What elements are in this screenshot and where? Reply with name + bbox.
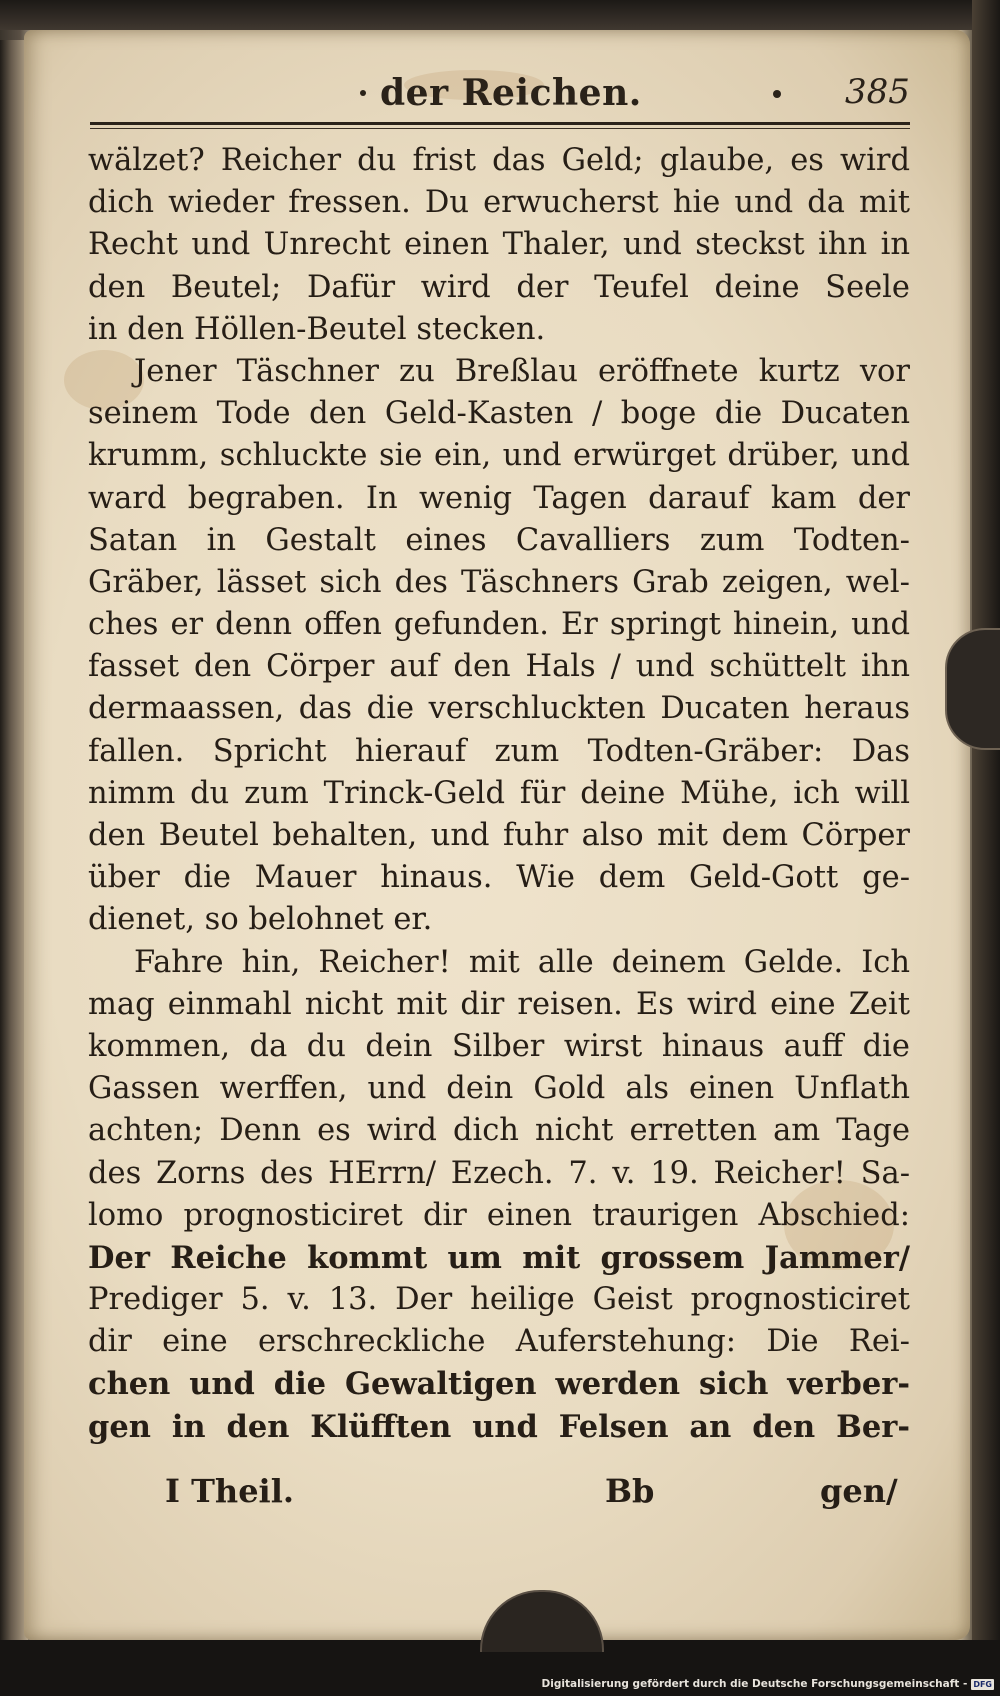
catchword: gen/ [820,1472,898,1510]
text-line: kommen, da du dein Silber wirst hinaus auff die [88,1028,910,1064]
text-line: Recht und Unrecht einen Thaler, und steckst ihn in [88,227,910,263]
scan-right-border [972,0,1000,1696]
text-line: dermaassen, das die verschluckten Ducaten heraus [88,691,910,727]
sheet-signature: Bb [605,1472,655,1510]
page-clip-tab [945,628,1000,750]
text-line: Satan in Gestalt eines Cavalliers zum Todten- [88,522,910,558]
text-line: dienet, so belohnet er. [88,902,433,938]
head-rule [90,122,910,125]
text-line: chen und die Gewaltigen werden sich verber- [88,1366,910,1403]
head-ornament-dot [360,90,366,96]
text-line: Gräber, lässet sich des Täschners Grab zeigen, wel- [88,564,910,600]
text-line: in den Höllen-Beutel stecken. [88,311,546,347]
text-line: fallen. Spricht hierauf zum Todten-Gräber: Das [88,733,910,769]
text-line: fasset den Cörper auf den Hals / und schüttelt ihn [88,649,910,685]
text-line: dir eine erschreckliche Auferstehung: Die Rei- [88,1324,910,1360]
text-line: lomo prognosticiret dir einen traurigen Abschied: [88,1197,910,1233]
catchline [165,1472,915,1522]
text-line: über die Mauer hinaus. Wie dem Geld-Gott ge- [88,860,910,896]
text-line: des Zorns des HErrn/ Ezech. 7. v. 19. Reicher! Sa- [88,1155,910,1191]
text-line: Fahre hin, Reicher! mit alle deinem Gelde. Ich [134,944,910,980]
text-line: achten; Denn es wird dich nicht erretten am Tage [88,1113,910,1149]
text-line: den Beutel behalten, und fuhr also mit dem Cörper [88,818,910,853]
text-line: krumm, schluckte sie ein, und erwürget drüber, und [88,438,910,474]
text-line: seinem Tode den Geld-Kasten / boge die Ducaten [88,396,910,432]
running-head [90,72,910,132]
text-line: wälzet? Reicher du frist das Geld; glaube, es wird [88,143,910,178]
digitization-credit [542,1678,994,1690]
text-line: nimm du zum Trinck-Geld für deine Mühe, ich will [88,775,910,811]
text-line: mag einmahl nicht mit dir reisen. Es wird eine Zeit [88,986,910,1022]
volume-signature: I Theil. [165,1472,294,1510]
text-line: ward begraben. In wenig Tagen darauf kam der [88,480,910,516]
text-line: Gassen werffen, und dein Gold als einen Unflath [88,1071,910,1107]
text-line: ches er denn offen gefunden. Er springt hinein, und [88,607,910,643]
text-line: dich wieder fressen. Du erwucherst hie und da mit [88,185,910,221]
page-number: 385 [845,72,910,112]
head-rule-thin [90,128,910,129]
running-head-title: der Reichen. [380,72,642,114]
text-line: gen in den Klüfften und Felsen an den Ber- [88,1408,910,1445]
scan-top-border [0,0,1000,30]
text-line: den Beutel; Dafür wird der Teufel deine Seele [88,269,910,305]
body-text [88,140,910,1448]
dfg-logo: DFG [973,1679,992,1689]
text-line: Der Reiche kommt um mit grossem Jammer/ [88,1239,910,1276]
text-line: Jener Täschner zu Breßlau eröffnete kurtz vor [134,353,910,389]
text-line: Prediger 5. v. 13. Der heilige Geist prognosticiret [88,1282,910,1318]
credit-text: Digitalisierung gefördert durch die Deutsche Forschungsgemeinschaft - [541,1678,968,1690]
head-ornament-dot [773,90,781,98]
